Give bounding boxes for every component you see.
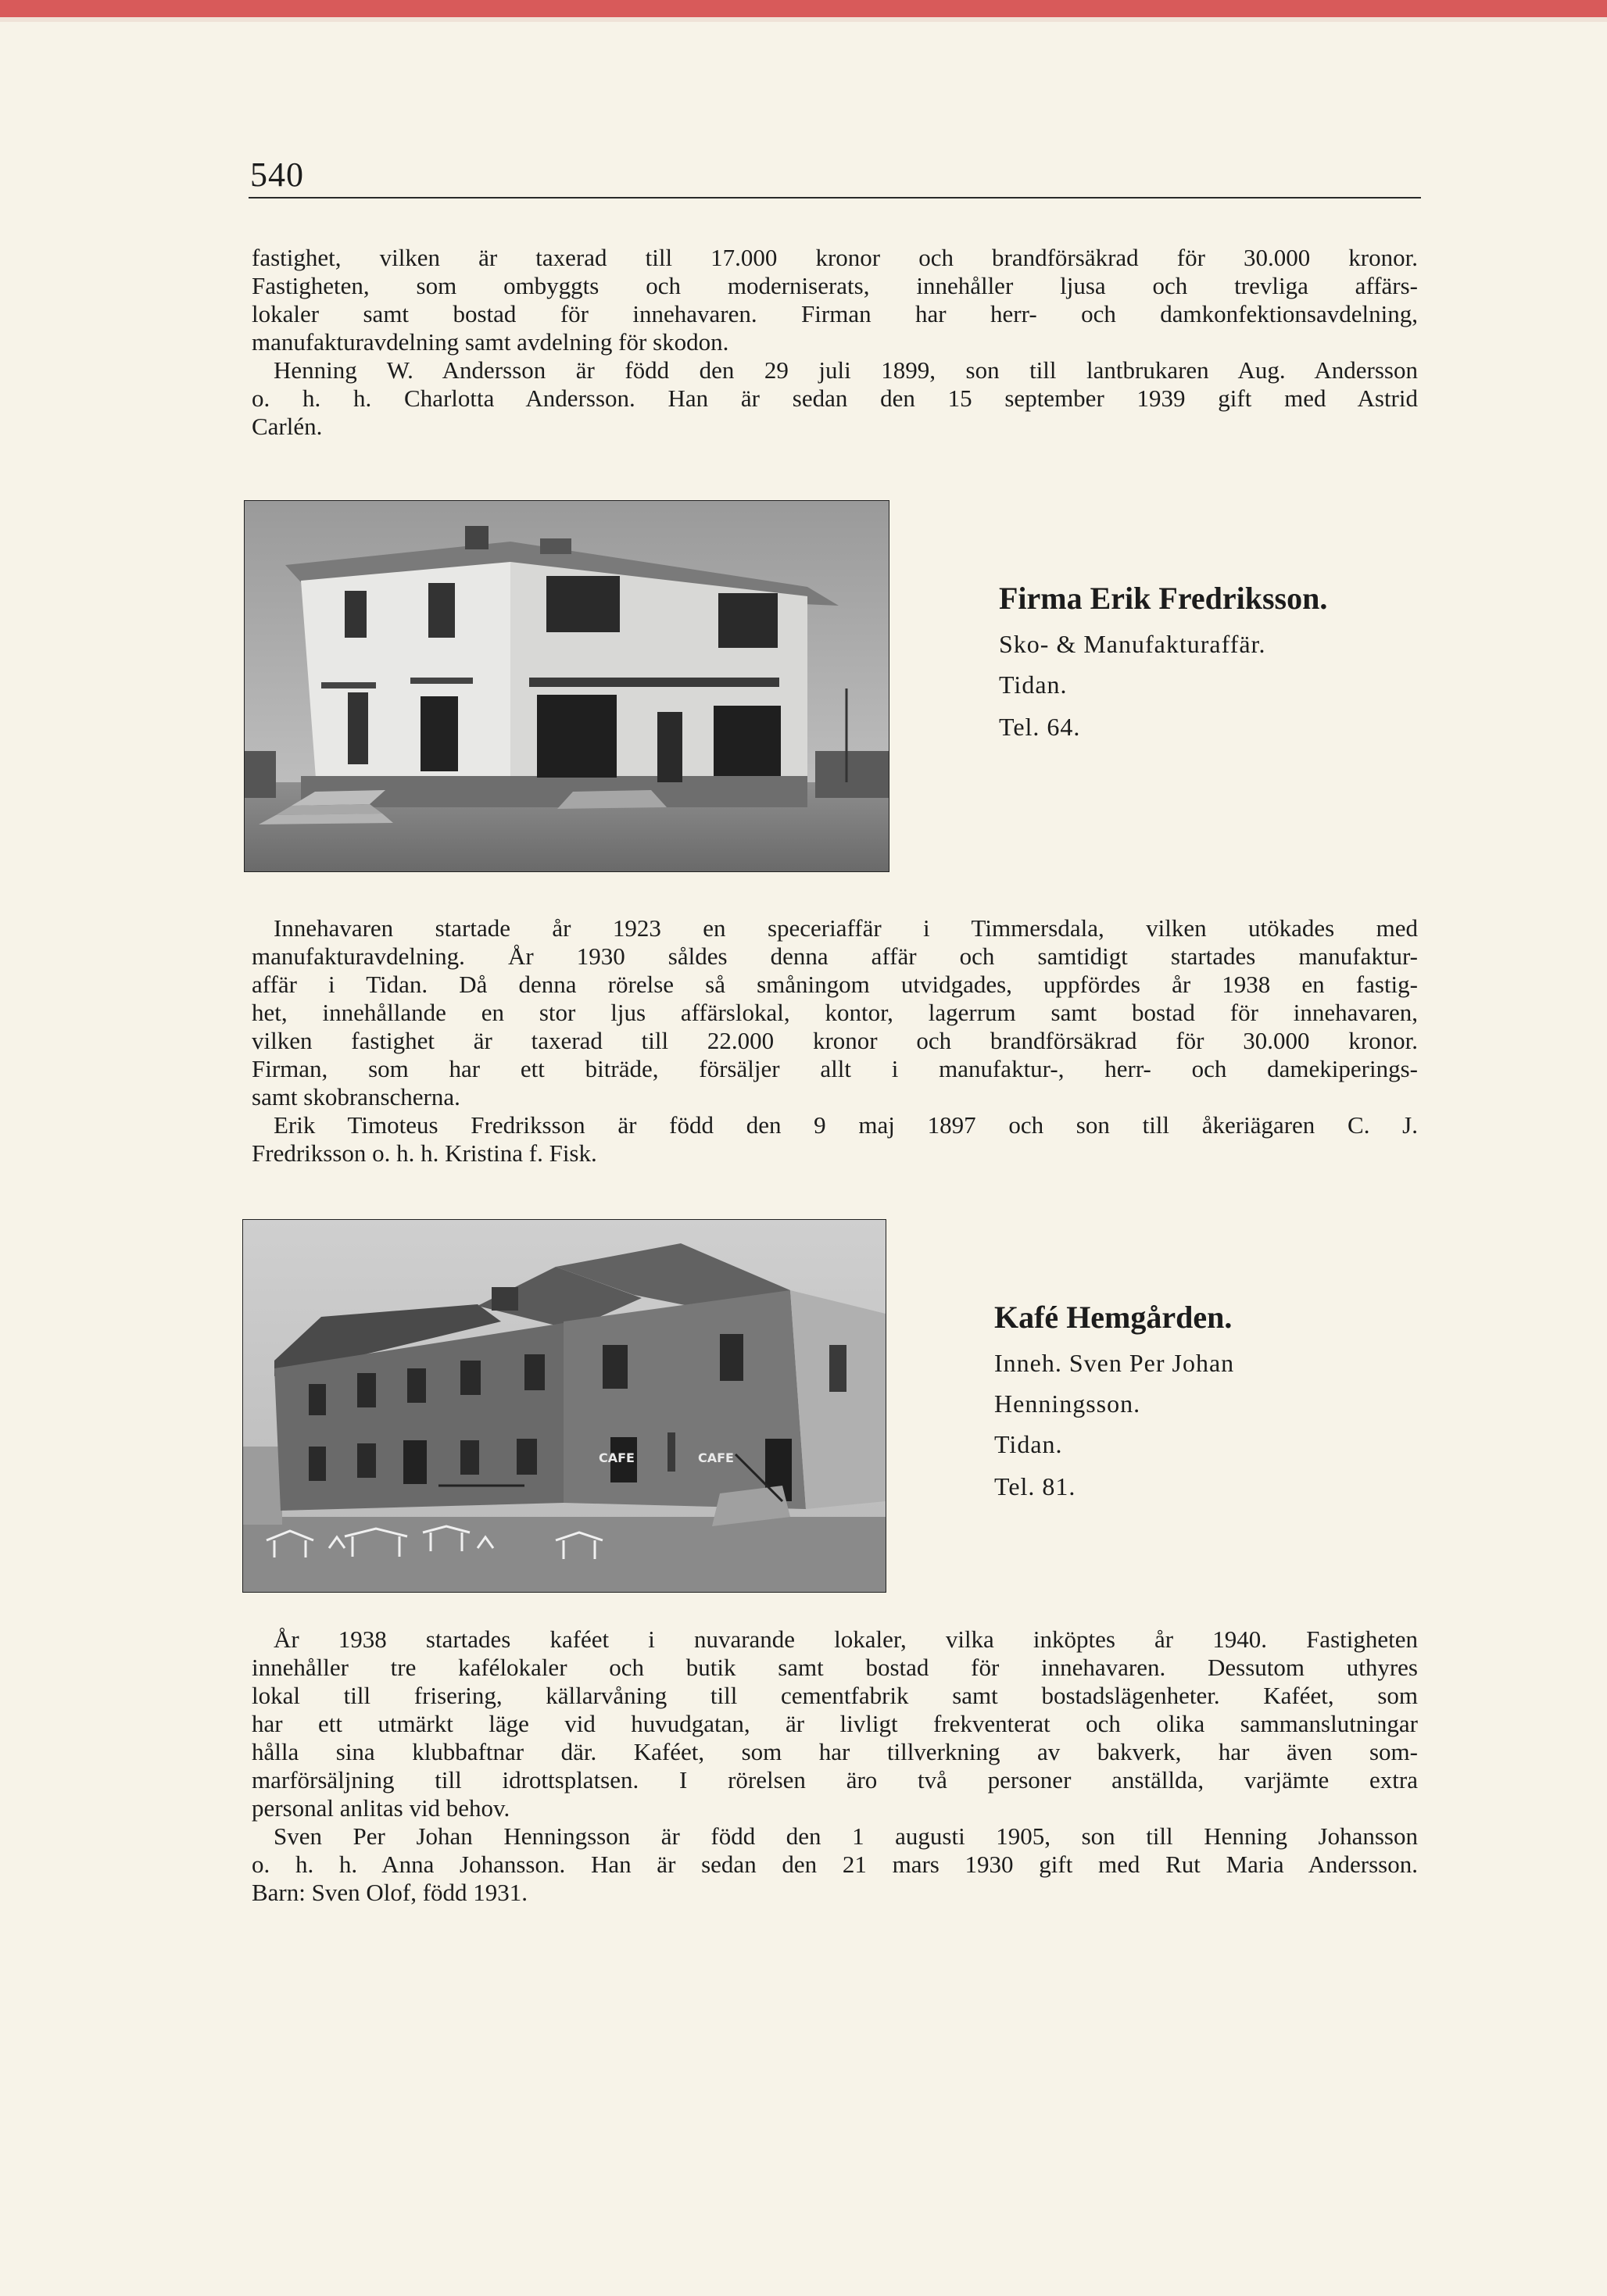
building-photo-illustration	[245, 501, 889, 871]
text-line: innehåller tre kafélokaler och butik samt bostad för innehavaren. Dessutom uthyres	[252, 1654, 1418, 1681]
text-line: Erik Timoteus Fredriksson är född den 9 maj 1897 och son till åkeriägaren C. J.	[274, 1111, 1418, 1139]
text-line: Henning W. Andersson är född den 29 juli 1899, son till lantbrukaren Aug. Andersson	[274, 356, 1418, 384]
text-line: samt skobranscherna.	[252, 1083, 460, 1110]
cafe-sign-right: CAFE	[698, 1450, 734, 1465]
entry1-paragraph	[252, 914, 1418, 1168]
page-number: 540	[250, 156, 304, 194]
text-line: Barn: Sven Olof, född 1931.	[252, 1879, 528, 1906]
header-rule	[249, 197, 1421, 198]
text-line: Innehavaren startade år 1923 en speceriaffär i Timmersdala, vilken utökades med	[274, 914, 1418, 942]
text-line: manufakturavdelning samt avdelning för skodon.	[252, 328, 729, 356]
text-line: lokal till frisering, källarvåning till cementfabrik samt bostadslägenheter. Kaféet, som	[252, 1682, 1418, 1709]
text-line: År 1938 startades kaféet i nuvarande lokaler, vilka inköptes år 1940. Fastigheten	[274, 1625, 1418, 1653]
page-top-edge-shadow	[0, 17, 1607, 22]
text-line: Carlén.	[252, 413, 323, 440]
entry2-title: Kafé Hemgården.	[994, 1300, 1233, 1335]
text-line: manufakturavdelning. År 1930 såldes denna affär och samtidigt startades manufaktur-	[252, 942, 1418, 970]
entry2-owner-line2: Henningsson.	[994, 1389, 1141, 1418]
text-line: Fredriksson o. h. h. Kristina f. Fisk.	[252, 1139, 597, 1167]
text-line: har ett utmärkt läge vid huvudgatan, är livligt frekventerat och olika sammanslutningar	[252, 1710, 1418, 1737]
cafe-photo-illustration	[243, 1220, 886, 1592]
intro-paragraph	[252, 244, 1418, 441]
text-line: Sven Per Johan Henningsson är född den 1 augusti 1905, son till Henning Johansson	[274, 1822, 1418, 1850]
text-line: hålla sina klubbaftnar där. Kaféet, som har tillverkning av bakverk, har även som-	[252, 1738, 1418, 1765]
text-line: personal anlitas vid behov.	[252, 1794, 510, 1822]
entry1-phone: Tel. 64.	[999, 713, 1081, 741]
entry1-place: Tidan.	[999, 671, 1068, 699]
entry1-title: Firma Erik Fredriksson.	[999, 581, 1328, 616]
entry2-owner-line1: Inneh. Sven Per Johan	[994, 1349, 1235, 1377]
entry1-subtitle: Sko- & Manufakturaffär.	[999, 630, 1266, 658]
text-line: het, innehållande en stor ljus affärslokal, kontor, lagerrum samt bostad för innehavaren,	[252, 999, 1418, 1026]
photo-kafe-hemgarden-building	[242, 1219, 886, 1593]
text-line: lokaler samt bostad för innehavaren. Firman har herr- och damkonfektionsavdelning,	[252, 300, 1418, 327]
entry2-paragraph	[252, 1625, 1418, 1907]
text-line: marförsäljning till idrottsplatsen. I rörelsen äro två personer anställda, varjämte extra	[252, 1766, 1418, 1794]
text-line: Firman, som har ett biträde, försäljer allt i manufaktur-, herr- och damekiperings-	[252, 1055, 1418, 1082]
text-line: o. h. h. Charlotta Andersson. Han är sedan den 15 september 1939 gift med Astrid	[252, 384, 1418, 412]
photo-erik-fredriksson-building	[244, 500, 889, 872]
page-top-edge	[0, 0, 1607, 17]
text-line: fastighet, vilken är taxerad till 17.000 kronor och brandförsäkrad för 30.000 kronor.	[252, 244, 1418, 271]
entry2-place: Tidan.	[994, 1430, 1063, 1458]
text-line: Fastigheten, som ombyggts och moderniserats, innehåller ljusa och trevliga affärs-	[252, 272, 1418, 299]
text-line: vilken fastighet är taxerad till 22.000 kronor och brandförsäkrad för 30.000 kronor.	[252, 1027, 1418, 1054]
text-line: o. h. h. Anna Johansson. Han är sedan den 21 mars 1930 gift med Rut Maria Andersson.	[252, 1851, 1418, 1878]
cafe-sign-left: CAFE	[599, 1450, 635, 1465]
entry2-phone: Tel. 81.	[994, 1472, 1076, 1500]
text-line: affär i Tidan. Då denna rörelse så småningom utvidgades, uppfördes år 1938 en fastig-	[252, 971, 1418, 998]
